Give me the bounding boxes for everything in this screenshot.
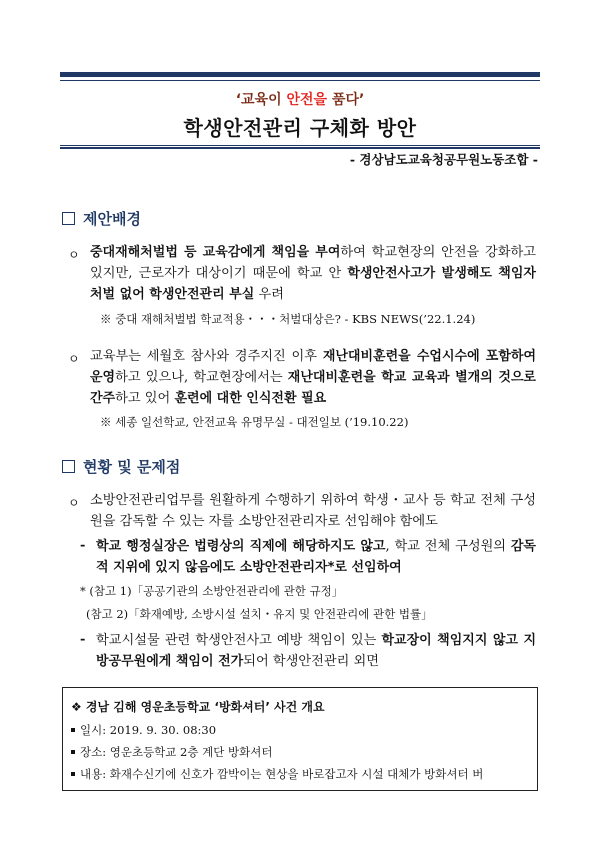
note-1: ※ 중대 재해처벌법 학교적용・・・처벌대상은? - KBS NEWS(’22.1.24): [100, 312, 476, 326]
reference-1: * (참고 1)「공공기관의 소방안전관리에 관한 규정」: [80, 584, 344, 598]
square-bullet-icon: [71, 750, 75, 754]
text-segment: 학교시설물 관련 학생안전사고 예방 책임이 있는: [96, 633, 382, 648]
section-heading-text: 제안배경: [83, 210, 141, 228]
dash-paragraph-1: [96, 536, 536, 578]
incident-item-place: [71, 744, 272, 760]
note-2: ※ 세종 일선학교, 안전교육 유명무실 - 대전일보 (’19.10.22): [100, 415, 409, 429]
text-segment: 하고 있으나, 학교현장에서는: [115, 370, 288, 385]
paragraph-3: [90, 490, 536, 532]
bullet-icon: ㅇ: [68, 496, 80, 510]
incident-item-text: 일시: 2019. 9. 30. 08:30: [80, 723, 217, 737]
top-rule-thin: [60, 80, 540, 81]
section-heading-background: [62, 208, 141, 229]
title-rule-thick: [60, 147, 540, 149]
incident-heading: ❖ 경남 김해 영운초등학교 ‘방화셔터’ 사건 개요: [71, 700, 325, 714]
text-segment: 재난대비훈련을 수업시수에 포함하여 운영: [90, 349, 536, 385]
text-segment: 감독적 지위에 있지 않음에도 소방안전관리자*로 선임하여: [96, 539, 536, 575]
bullet-icon: ㅇ: [68, 352, 80, 366]
section-heading-text: 현황 및 문제점: [83, 458, 181, 476]
text-segment: 하고 있어: [115, 391, 175, 406]
incident-item-content: [71, 766, 483, 782]
text-segment: 하여 학교현장의 안전을 강화하고 있지만, 근로자가 대상이기 때문에 학교 안: [90, 245, 536, 281]
square-bullet-icon: [71, 728, 75, 732]
text-segment: 우려: [254, 287, 284, 302]
slogan: [0, 89, 600, 109]
text-segment: 중대재해처벌법 등 교육감에게 책임을 부여: [90, 245, 341, 260]
document-title: 학생안전관리 구체화 방안: [183, 116, 417, 140]
title-rule-thin: [60, 145, 540, 146]
text-segment: 소방안전관리업무를 원활하게 수행하기 위하여 학생・교사 등 학교 전체 구성원을 감독할 수 있는 자를 소방안전관리자로 선임해야 함에도: [90, 493, 536, 529]
dash-icon: -: [80, 538, 86, 553]
text-segment: 되어 학생안전관리 외면: [243, 654, 379, 669]
organization-name: - 경상남도교육청공무원노동조합 -: [349, 152, 538, 167]
text-segment: 교육부는 세월호 참사와 경주지진 이후: [90, 349, 323, 364]
dash-paragraph-2: [96, 630, 536, 672]
text-segment: , 학교 전체 구성원의: [385, 539, 511, 554]
incident-box: [62, 687, 538, 791]
slogan-close-quote: ’: [358, 92, 365, 108]
slogan-part2: 안전을: [286, 92, 328, 108]
text-segment: 학생안전사고가 발생해도 책임자 처벌 없어 학생안전관리 부실: [90, 266, 536, 302]
paragraph-1: [90, 242, 536, 305]
bullet-icon: ㅇ: [68, 248, 80, 262]
paragraph-2: [90, 346, 536, 409]
square-bullet-icon: [71, 772, 75, 776]
section-box-icon: [62, 212, 75, 225]
slogan-part3: 품다: [327, 92, 359, 108]
slogan-open-quote: ‘: [235, 92, 242, 108]
incident-item-text: 장소: 영운초등학교 2층 계단 방화셔터: [80, 745, 273, 759]
incident-item-date: [71, 722, 216, 738]
incident-item-text: 내용: 화재수신기에 신호가 깜박이는 현상을 바로잡고자 시설 대체가 방화셔터 버: [80, 767, 484, 781]
slogan-part1: 교육이: [241, 92, 287, 108]
text-segment: 재난대비훈련을 학교 교육과 별개의 것으로 간주: [90, 370, 536, 406]
dash-icon: -: [80, 632, 86, 647]
reference-2: (참고 2)「화재예방, 소방시설 설치・유지 및 안전관리에 관한 법률」: [86, 607, 433, 621]
text-segment: 학교장이 책임지지 않고 지방공무원에게 책임이 전가: [96, 633, 536, 669]
top-rule-thick: [60, 72, 540, 77]
text-segment: 훈련에 대한 인식전환 필요: [174, 391, 327, 406]
section-box-icon: [62, 460, 75, 473]
section-heading-status: [62, 456, 180, 477]
text-segment: 학교 행정실장은 법령상의 직제에 해당하지도 않고: [96, 539, 386, 554]
